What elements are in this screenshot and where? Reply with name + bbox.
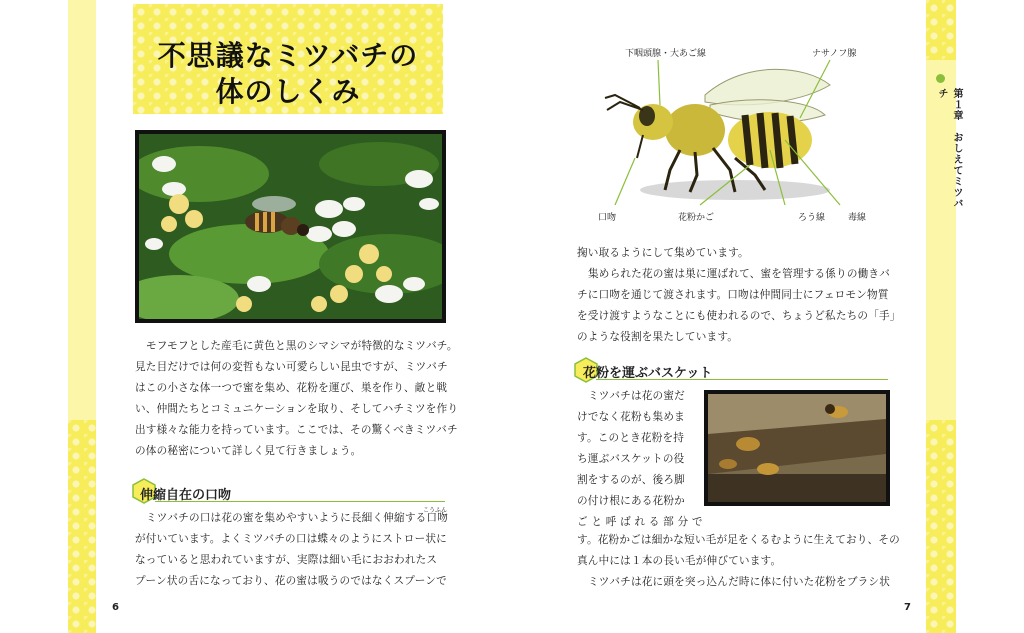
bee-flower-photo: [135, 130, 446, 323]
section-heading-pollen-basket: 花粉を運ぶバスケット: [583, 366, 713, 381]
body-line: 掬い取るようにして集めています。: [577, 247, 749, 259]
proboscis-paragraph: [135, 508, 450, 592]
diagram-label-pollen-basket: 花粉かご: [678, 213, 715, 223]
body-line: ミツバチは花の蜜だ: [588, 390, 685, 402]
diagram-label-wax-gland: ろう線: [798, 213, 826, 223]
body-line: が付いています。よくミツバチの口は蝶々のようにストロー状に: [135, 533, 447, 545]
body-line: す。花粉かごは細かな短い毛が足をくるむように生えており、その: [577, 534, 900, 546]
body-line: す。このとき花粉を持: [577, 432, 685, 444]
body-line: 割をするのが、後ろ脚: [577, 474, 685, 486]
chapter-tab: [932, 74, 962, 214]
side-paragraph: [577, 386, 703, 533]
ruby-text: こうふん: [423, 507, 448, 514]
body-line: ミツバチの口は花の蜜を集めやすいように長細く伸縮する口吻: [146, 512, 449, 524]
lower-paragraph: [577, 530, 900, 593]
intro-line: 見た目だけでは何の変哲もない可愛らしい昆虫ですが、ミツバチ: [135, 361, 448, 373]
hive-illustration: [708, 394, 886, 502]
diagram-label-top-right: ナサノフ腺: [812, 49, 857, 59]
intro-line: 出す様々な能力を持っています。ここでは、その驚くべきミツバチ: [135, 424, 458, 436]
upper-paragraph: [577, 243, 901, 348]
intro-line: い、仲間たちとコミュニケーションを取り、そしてハチミツを作り: [135, 403, 459, 415]
intro-paragraph: [135, 336, 459, 462]
section-heading-proboscis: 伸縮自在の口吻: [140, 488, 232, 503]
body-line: ち運ぶバスケットの役: [577, 453, 685, 465]
bees-at-hive-photo: [704, 390, 890, 506]
intro-line: の体の秘密について詳しく見て行きましょう。: [135, 445, 362, 457]
body-line: チに口吻を通じて渡されます。口吻は仲間同士にフェロモン物質: [577, 289, 889, 301]
body-line: けでなく花粉も集めま: [577, 411, 685, 423]
diagram-label-proboscis: 口吻: [598, 213, 617, 223]
bee-flower-illustration: [139, 134, 442, 319]
body-line: プーン状の舌になっており、花の蜜は吸うのではなくスプーンで: [135, 575, 447, 587]
body-line: なっていると思われていますが、実際は細い毛におおわれたス: [135, 554, 438, 566]
left-honeycomb-band: [68, 420, 96, 633]
right-honeycomb-band-bottom: [926, 420, 956, 633]
right-honeycomb-band-top: [926, 0, 956, 60]
page-number-left: 6: [112, 602, 119, 613]
page-title-line1: 不思議なミツバチの: [157, 39, 419, 72]
intro-line: モフモフとした産毛に黄色と黒のシマシマが特徴的なミツバチ。: [146, 340, 458, 352]
diagram-label-top-left: 下咽頭腺・大あご線: [625, 49, 707, 59]
body-line: を受け渡すようなことにも使われるので、ちょうど私たちの「手」: [577, 310, 901, 322]
body-line: の付け根にある花粉か: [577, 495, 685, 507]
page-title-line2: 体のしくみ: [215, 75, 361, 108]
section-underline: [596, 379, 888, 380]
body-line: ミツバチは花に頭を突っ込んだ時に体に付いた花粉をブラシ状: [588, 576, 891, 588]
body-line: 集められた花の蜜は巣に運ばれて、蜜を管理する係りの働きバ: [588, 268, 891, 280]
body-line: 真ん中には１本の長い毛が伸びています。: [577, 555, 782, 567]
section-underline: [155, 501, 445, 502]
diagram-label-venom-gland: 毒線: [848, 213, 867, 223]
page-number-right: 7: [904, 602, 911, 613]
body-line: のような役割を果たしています。: [577, 331, 739, 343]
body-line: ご と 呼 ば れ る 部 分 で: [577, 516, 703, 528]
intro-line: はこの小さな体一つで蜜を集め、花粉を運び、巣を作り、敵と戦: [135, 382, 448, 394]
chapter-dot-icon: [936, 74, 945, 83]
bee-anatomy-diagram: [585, 40, 895, 225]
chapter-tab-text: 第１章 おしえてミツバチ: [936, 88, 962, 209]
title-box: [133, 4, 443, 114]
